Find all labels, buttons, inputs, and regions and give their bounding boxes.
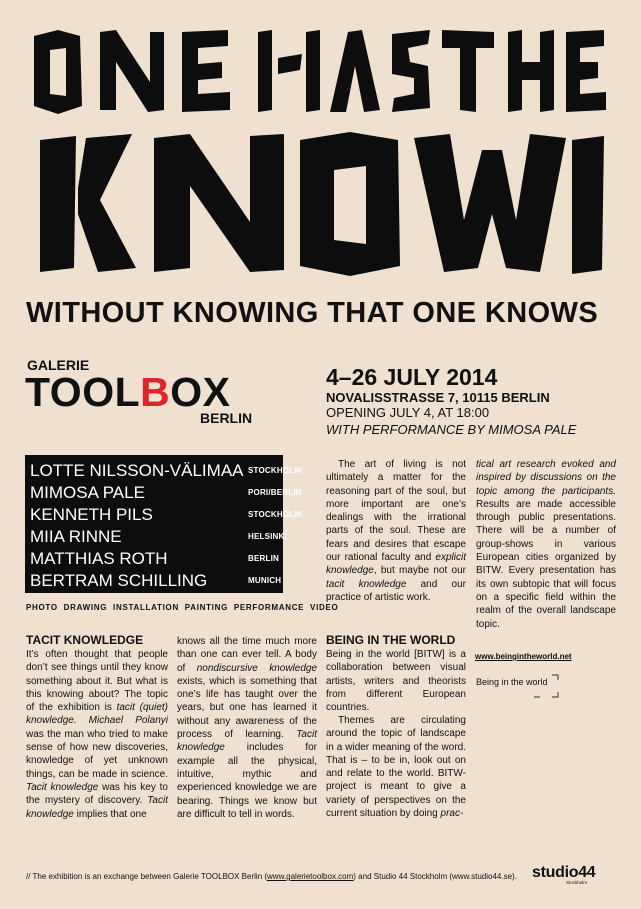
art-paragraph: [326, 458, 466, 604]
tacit-heading: TACIT KNOWLEDGE: [26, 633, 144, 647]
footer-text: // The exhibition is an exchange between Galerie TOOLBOX Berlin (: [26, 872, 268, 881]
tacit-text: includes for example all the physical, intuitive, mythic and experienced knowledge we are bearing. Things we know but are difficult to tell in words.: [177, 742, 317, 820]
artist-city: STOCKHOLM: [248, 510, 302, 519]
event-dates: 4–26 JULY 2014: [326, 364, 498, 390]
artist-row: [30, 504, 302, 526]
artist-city: PORI/BERLIN: [248, 488, 302, 497]
galerietoolbox-link[interactable]: www.galerietoolbox.com: [267, 872, 354, 881]
artist-row: [30, 482, 302, 504]
studio44-city: Stockholm: [566, 880, 588, 885]
being-text: Themes are circulating around the topic of landscape in a wider meaning of the word. That is – to be in, look out on and relate to the world. BITW-project is meant to give a variety of perspectives on the current situation by doing: [326, 715, 466, 820]
toolbox-logo-end: OX: [170, 369, 231, 415]
artist-row: [30, 570, 282, 592]
toolbox-logo-start: TOOL: [25, 369, 141, 415]
being-p2: [326, 714, 466, 820]
subtitle: WITHOUT KNOWING THAT ONE KNOWS: [26, 297, 599, 329]
art-text: The art of living is not ultimately a matter for the reasoning part of the soul, but more important are one’s dealings with the irrational parts of the soul. These are fears and desires that escape our rational faculty and: [326, 459, 466, 564]
being-p1: Being in the world [BITW] is a collaboration between visual artists, writers and theorists from different European countries.: [326, 649, 466, 714]
beingintheworld-link[interactable]: www.beingintheworld.net: [475, 652, 572, 661]
right-column-text: [476, 458, 616, 631]
being-in-the-world-logo: [474, 674, 564, 700]
tacit-col2: [177, 635, 317, 821]
tacit-col1: [26, 648, 168, 821]
artist-name: KENNETH PILS: [30, 505, 153, 524]
artist-row: [30, 548, 282, 570]
artist-city: MUNICH: [248, 576, 282, 585]
footer-note: [26, 872, 517, 881]
art-text: and our practice of artistic work.: [326, 578, 466, 603]
tacit-text: It’s often thought that people don’t see things until they know something about it. But what is this knowing about? The topic of the exhibition is: [26, 649, 168, 714]
being-text-italic: prac-: [440, 808, 464, 820]
event-performance: WITH PERFORMANCE BY MIMOSA PALE: [326, 422, 577, 437]
artist-name: LOTTE NILSSON-VÄLIMAA: [30, 461, 244, 480]
artist-city: HELSINKI: [248, 532, 287, 541]
tacit-text: knows all the time much more than one can ever tell. A body of: [177, 636, 317, 674]
being-heading: BEING IN THE WORLD: [326, 633, 456, 647]
artist-row: [30, 526, 287, 548]
artist-city: BERLIN: [248, 554, 279, 563]
art-text: , but maybe not our: [373, 565, 466, 577]
galerie-label: GALERIE: [27, 357, 90, 373]
toolbox-logo-accent: B: [140, 369, 171, 415]
footer-text: ) and Studio 44 Stockholm (www.studio44.se).: [353, 872, 517, 881]
right-column-rest: Results are made accessible through public presentations. There will be a number of group-shows in various European cities organized by BITW. Every presentation has its own subtopic that will focus on a specific field within the realm of the overall landscape topic.: [476, 498, 616, 630]
artist-city: STOCKHOLM: [248, 466, 302, 475]
logo-text: Being in the world: [476, 677, 548, 687]
artist-list: [25, 455, 302, 593]
tacit-text-italic: Tacit knowledge: [26, 795, 168, 820]
studio44-logo: studio44: [532, 864, 596, 881]
art-text-italic: tacit knowledge: [326, 578, 407, 590]
artist-name: BERTRAM SCHILLING: [30, 571, 208, 590]
title-graphic: [0, 0, 641, 290]
title-line2: [40, 132, 604, 276]
title-line1: [34, 30, 606, 114]
event-opening: OPENING JULY 4, AT 18:00: [326, 405, 490, 420]
event-address: NOVALISSTRASSE 7, 10115 BERLIN: [326, 390, 550, 405]
media-list: PHOTO DRAWING INSTALLATION PAINTING PERFORMANCE VIDEO: [26, 603, 339, 612]
artist-row: [30, 460, 302, 482]
right-column-italic: tical art research evoked and inspired by discussions on the topic among the participants.: [476, 459, 616, 497]
galerie-city: BERLIN: [200, 410, 253, 426]
tacit-text-italic: nondiscursive knowledge: [196, 662, 318, 674]
artist-name: MIIA RINNE: [30, 527, 122, 546]
tacit-text: was his key to the mystery of discovery.: [26, 781, 168, 807]
tacit-text-italic: Tacit knowledge: [26, 781, 99, 793]
tacit-text-italic: tacit (quiet) knowledge. Michael Polanyi: [26, 702, 168, 727]
artist-name: MIMOSA PALE: [30, 483, 145, 502]
tacit-text: was the man who tried to make sense of how new discoveries, knowledge of yet unknown things, can be made in science.: [26, 728, 168, 780]
tacit-text-italic: Tacit knowledge: [177, 729, 317, 754]
toolbox-logo: [25, 368, 231, 416]
tacit-text: exists, which is something that one’s life has taught over the years, but one has learned it without any awareness of the process of learning.: [177, 675, 317, 741]
artist-name: MATTHIAS ROTH: [30, 549, 168, 568]
tacit-text: implies that one: [73, 808, 147, 820]
art-text-italic: explicit knowledge: [326, 552, 466, 577]
